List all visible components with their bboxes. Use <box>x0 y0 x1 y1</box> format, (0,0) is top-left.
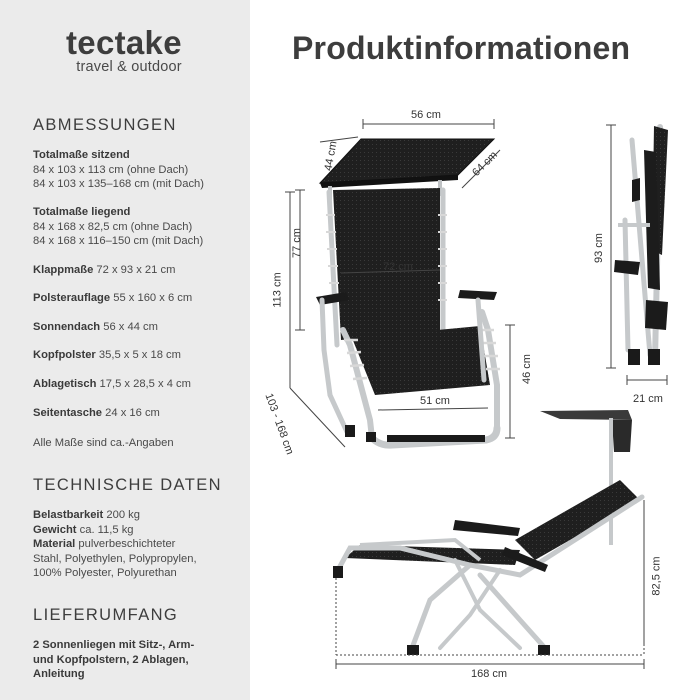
dim-back-width: 72 cm <box>383 261 413 273</box>
spec-cushion-value: 55 x 160 x 6 cm <box>113 292 193 304</box>
chair-folded-illustration <box>614 126 668 365</box>
dim-back-height: 77 cm <box>290 228 303 258</box>
spec-sunroof-label: Sonnendach <box>33 321 101 333</box>
spec-material-value1: pulverbeschichteter <box>78 538 176 550</box>
spec-folded-label: Klappmaße <box>33 264 94 276</box>
dim-roof-width: 56 cm <box>411 109 441 121</box>
brand-tagline: travel & outdoor <box>76 59 182 75</box>
dim-roof-depth: 44 cm <box>322 140 340 172</box>
dim-roof-side: 64 cm <box>470 149 500 179</box>
spec-lying-line1: 84 x 168 x 82,5 cm (ohne Dach) <box>33 220 193 233</box>
spec-weight-value: ca. 11,5 kg <box>79 523 134 536</box>
technical-heading: TECHNISCHE DATEN <box>33 476 222 494</box>
spec-sunroof-value: 56 x 44 cm <box>103 321 158 333</box>
delivery-line2: und Kopfpolstern, 2 Ablagen, <box>33 653 189 666</box>
dim-lying-height: 82,5 cm <box>650 556 663 596</box>
page-title: Produktinformationen <box>292 30 631 66</box>
spec-headrest-label: Kopfpolster <box>33 349 96 361</box>
dim-folded-depth: 21 cm <box>633 393 663 405</box>
spec-headrest-value: 35,5 x 5 x 18 cm <box>98 349 181 361</box>
spec-lying-line2: 84 x 168 x 116–150 cm (mit Dach) <box>33 235 204 247</box>
dim-folded-height: 93 cm <box>592 233 605 263</box>
spec-sitting-label: Totalmaße sitzend <box>33 149 130 161</box>
dim-seat-width: 51 cm <box>420 395 450 407</box>
dim-seat-height: 46 cm <box>520 354 533 384</box>
spec-material-value2: Stahl, Polyethylen, Polypropylen, <box>33 552 197 565</box>
delivery-line3: Anleitung <box>33 668 85 680</box>
dim-total-height: 113 cm <box>271 272 284 308</box>
spec-material-label: Material <box>33 538 76 550</box>
dim-lying-length: 168 cm <box>471 668 508 680</box>
dimensions-heading: ABMESSUNGEN <box>33 116 177 134</box>
spec-sidebag-value: 24 x 16 cm <box>105 407 160 419</box>
spec-capacity-label: Belastbarkeit <box>33 509 104 521</box>
dim-base-length: 103 - 168 cm <box>262 391 296 457</box>
spec-material-value3: 100% Polyester, Polyurethan <box>33 567 177 579</box>
spec-tray-value: 17,5 x 28,5 x 4 cm <box>99 378 191 390</box>
spec-sitting-line2: 84 x 103 x 135–168 cm (mit Dach) <box>33 178 205 190</box>
spec-sidebag-label: Seitentasche <box>33 407 103 419</box>
chair-sitting-illustration <box>316 139 500 445</box>
spec-note: Alle Maße sind ca.-Angaben <box>33 437 174 449</box>
spec-sitting-line1: 84 x 103 x 113 cm (ohne Dach) <box>33 163 189 176</box>
spec-cushion-label: Polsterauflage <box>33 292 111 304</box>
spec-tray-label: Ablagetisch <box>33 378 97 390</box>
brand-name: tectake <box>66 24 182 61</box>
spec-capacity-value: 200 kg <box>106 509 140 521</box>
spec-folded-value: 72 x 93 x 21 cm <box>96 264 176 276</box>
spec-lying-label: Totalmaße liegend <box>33 206 131 218</box>
spec-weight-label: Gewicht <box>33 523 77 536</box>
delivery-heading: LIEFERUMFANG <box>33 606 179 624</box>
delivery-line1: 2 Sonnenliegen mit Sitz-, Arm- <box>33 639 195 651</box>
